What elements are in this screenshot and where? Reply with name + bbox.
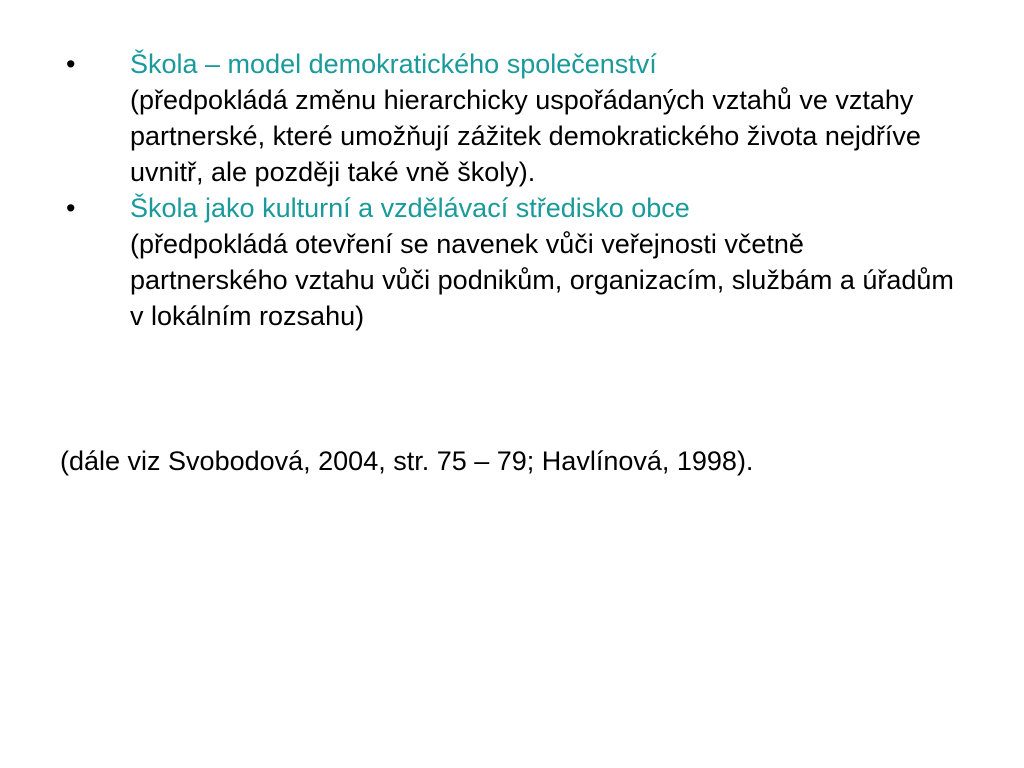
bullet-icon: • — [66, 193, 76, 223]
bullet-item-cultural-center — [60, 190, 960, 334]
bullet-body: (předpokládá otevření se navenek vůči veřejnosti včetně partnerského vztahu vůči podnikům, organizacím, službám a úřadům v lokálním rozsahu) — [130, 229, 954, 331]
bullet-heading: Škola – model demokratického společenství — [130, 49, 657, 79]
bullet-item-democratic-community — [60, 46, 960, 190]
bullet-icon: • — [66, 49, 76, 79]
bullet-heading: Škola jako kulturní a vzdělávací středisko obce — [130, 193, 690, 223]
citation: (dále viz Svobodová, 2004, str. 75 – 79; Havlínová, 1998). — [60, 446, 754, 476]
bullet-list — [60, 46, 960, 334]
bullet-body: (předpokládá změnu hierarchicky uspořádaných vztahů ve vztahy partnerské, které umožňují zážitek demokratického života nejdříve uvnitř, ale později také vně školy). — [130, 85, 921, 187]
